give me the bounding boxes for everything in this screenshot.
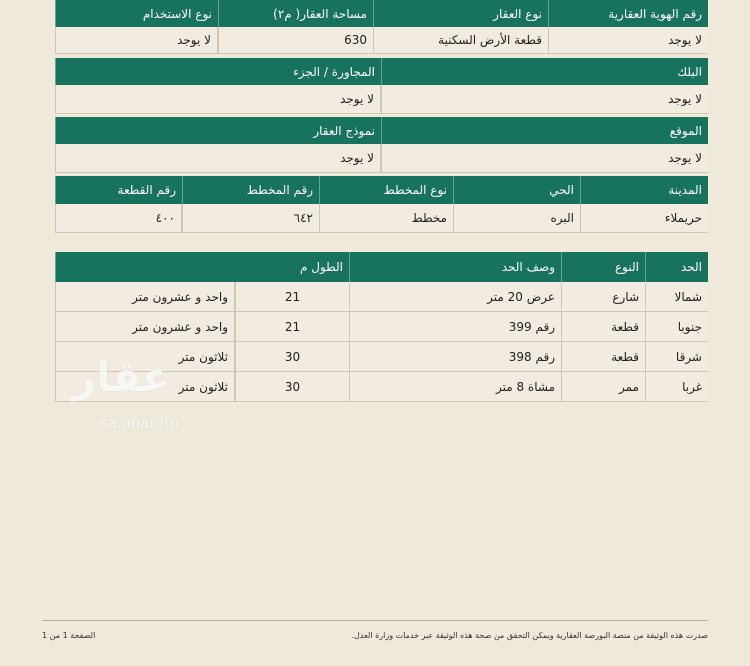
value-block: لا يوجد bbox=[381, 85, 708, 114]
footer-divider bbox=[42, 620, 708, 621]
header-plan-number: رقم المخطط bbox=[182, 176, 319, 204]
property-info-header bbox=[55, 0, 708, 27]
length-text: ثلاثون متر bbox=[55, 342, 235, 372]
boundary-type: شارع bbox=[561, 282, 645, 312]
value-district: البره bbox=[453, 204, 580, 233]
header-area: مساحة العقار( م٢) bbox=[218, 0, 373, 27]
header-block: البلك bbox=[381, 58, 708, 85]
boundary-side: غربا bbox=[645, 372, 708, 402]
header-property-type: نوع العقار bbox=[373, 0, 548, 27]
header-length: الطول م bbox=[55, 252, 349, 282]
header-plan-type: نوع المخطط bbox=[319, 176, 453, 204]
block-info-header bbox=[55, 58, 708, 85]
table-row bbox=[55, 312, 708, 342]
header-parcel-number: رقم القطعة bbox=[55, 176, 182, 204]
value-location: لا يوجد bbox=[381, 144, 708, 173]
value-plan-type: مخطط bbox=[319, 204, 453, 233]
length-text: ثلاثون متر bbox=[55, 372, 235, 402]
length-number: 30 bbox=[235, 372, 349, 402]
plan-info-header bbox=[55, 176, 708, 204]
value-property-model: لا يوجد bbox=[55, 144, 381, 173]
length-number: 30 bbox=[235, 342, 349, 372]
boundary-desc: رقم 398 bbox=[349, 342, 561, 372]
footer-note: صدرت هذه الوثيقة من منصة البورصة العقارية ويمكن التحقق من صحة هذه الوثيقة عبر خدمات وزارة العدل. bbox=[351, 631, 708, 640]
location-info-values bbox=[55, 144, 708, 173]
boundary-desc: مشاة 8 متر bbox=[349, 372, 561, 402]
watermark-logo: عقار bbox=[72, 352, 171, 401]
value-parcel-number: ٤٠٠ bbox=[55, 204, 182, 233]
length-text: واحد و عشرون متر bbox=[55, 282, 235, 312]
value-city: حريملاء bbox=[580, 204, 708, 233]
value-area: 630 bbox=[218, 27, 373, 54]
table-row bbox=[55, 282, 708, 312]
boundary-type: ممر bbox=[561, 372, 645, 402]
boundary-desc: رقم 399 bbox=[349, 312, 561, 342]
boundary-type: قطعة bbox=[561, 312, 645, 342]
block-info-values bbox=[55, 85, 708, 114]
length-number: 21 bbox=[235, 312, 349, 342]
boundary-side: شرقا bbox=[645, 342, 708, 372]
plan-info-values bbox=[55, 204, 708, 233]
boundaries-header bbox=[55, 252, 708, 282]
header-district: الحي bbox=[453, 176, 580, 204]
value-property-id: لا يوجد bbox=[548, 27, 708, 54]
location-info-header bbox=[55, 117, 708, 144]
boundary-side: شمالا bbox=[645, 282, 708, 312]
value-property-type: قطعة الأرض السكنية bbox=[373, 27, 548, 54]
value-use-type: لا يوجد bbox=[55, 27, 218, 54]
header-city: المدينة bbox=[580, 176, 708, 204]
header-boundary-side: الحد bbox=[645, 252, 708, 282]
header-use-type: نوع الاستخدام bbox=[55, 0, 218, 27]
header-neighborhood-part: المجاورة / الجزء bbox=[55, 58, 381, 85]
boundary-side: جنوبا bbox=[645, 312, 708, 342]
value-neighborhood-part: لا يوجد bbox=[55, 85, 381, 114]
header-property-id: رقم الهوية العقارية bbox=[548, 0, 708, 27]
header-property-model: نموذج العقار bbox=[55, 117, 381, 144]
length-text: واحد و عشرون متر bbox=[55, 312, 235, 342]
header-boundary-desc: وصف الحد bbox=[349, 252, 561, 282]
boundary-desc: عرض 20 متر bbox=[349, 282, 561, 312]
property-info-values bbox=[55, 27, 708, 54]
header-boundary-type: النوع bbox=[561, 252, 645, 282]
boundary-type: قطعة bbox=[561, 342, 645, 372]
watermark-url: sa.aqar.fm bbox=[100, 414, 180, 432]
page-number: الصفحة 1 من 1 bbox=[42, 631, 96, 640]
length-number: 21 bbox=[235, 282, 349, 312]
value-plan-number: ٦٤٢ bbox=[182, 204, 319, 233]
header-location: الموقع bbox=[381, 117, 708, 144]
